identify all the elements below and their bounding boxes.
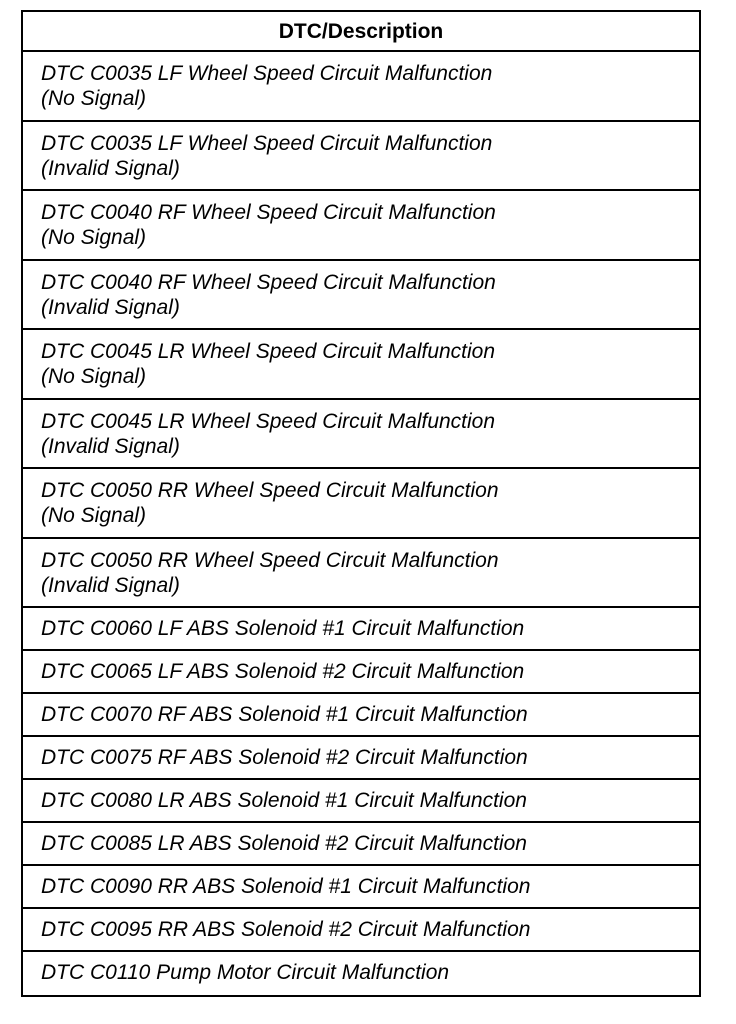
- row-description: DTC C0040 RF Wheel Speed Circuit Malfunction: [41, 201, 496, 224]
- row-description: DTC C0060 LF ABS Solenoid #1 Circuit Malfunction: [41, 617, 525, 640]
- row-description: DTC C0080 LR ABS Solenoid #1 Circuit Malfunction: [41, 789, 527, 812]
- table-row: [23, 952, 699, 995]
- table-row: [23, 909, 699, 952]
- table-row: [23, 122, 699, 192]
- row-description: DTC C0040 RF Wheel Speed Circuit Malfunction: [41, 270, 496, 294]
- table-row: [23, 866, 699, 909]
- table-row: [23, 469, 699, 539]
- table-row: [23, 651, 699, 694]
- table-row: [23, 52, 699, 122]
- table-row: [23, 191, 699, 261]
- table-row: [23, 400, 699, 470]
- table-header: DTC/Description: [23, 12, 699, 52]
- table-row: [23, 608, 699, 651]
- table-row: [23, 737, 699, 780]
- row-description: DTC C0065 LF ABS Solenoid #2 Circuit Malfunction: [41, 660, 525, 683]
- table-row: [23, 330, 699, 400]
- row-description: DTC C0035 LF Wheel Speed Circuit Malfunction: [41, 131, 493, 155]
- row-description: DTC C0085 LR ABS Solenoid #2 Circuit Malfunction: [41, 832, 527, 855]
- row-description: DTC C0075 RF ABS Solenoid #2 Circuit Malfunction: [41, 746, 528, 769]
- row-description-detail: (No Signal): [41, 226, 147, 249]
- row-description: DTC C0110 Pump Motor Circuit Malfunction: [41, 961, 450, 984]
- table-row: [23, 539, 699, 609]
- table-row: [23, 694, 699, 737]
- row-description-detail: (Invalid Signal): [41, 434, 180, 458]
- table-row: [23, 780, 699, 823]
- row-description: DTC C0090 RR ABS Solenoid #1 Circuit Malfunction: [41, 875, 531, 898]
- row-description: DTC C0045 LR Wheel Speed Circuit Malfunction: [41, 409, 496, 433]
- row-description: DTC C0070 RF ABS Solenoid #1 Circuit Malfunction: [41, 703, 528, 726]
- row-description-detail: (No Signal): [41, 87, 147, 110]
- row-description-detail: (Invalid Signal): [41, 573, 180, 597]
- row-description-detail: (No Signal): [41, 504, 147, 527]
- row-description: DTC C0045 LR Wheel Speed Circuit Malfunction: [41, 340, 496, 363]
- row-description-detail: (Invalid Signal): [41, 295, 180, 319]
- row-description: DTC C0050 RR Wheel Speed Circuit Malfunction: [41, 548, 499, 572]
- row-description: DTC C0050 RR Wheel Speed Circuit Malfunction: [41, 479, 499, 502]
- table-row: [23, 823, 699, 866]
- row-description-detail: (No Signal): [41, 365, 147, 388]
- dtc-table: [21, 10, 701, 997]
- row-description: DTC C0035 LF Wheel Speed Circuit Malfunction: [41, 62, 493, 85]
- row-description: DTC C0095 RR ABS Solenoid #2 Circuit Malfunction: [41, 918, 531, 941]
- row-description-detail: (Invalid Signal): [41, 156, 180, 180]
- table-row: [23, 261, 699, 331]
